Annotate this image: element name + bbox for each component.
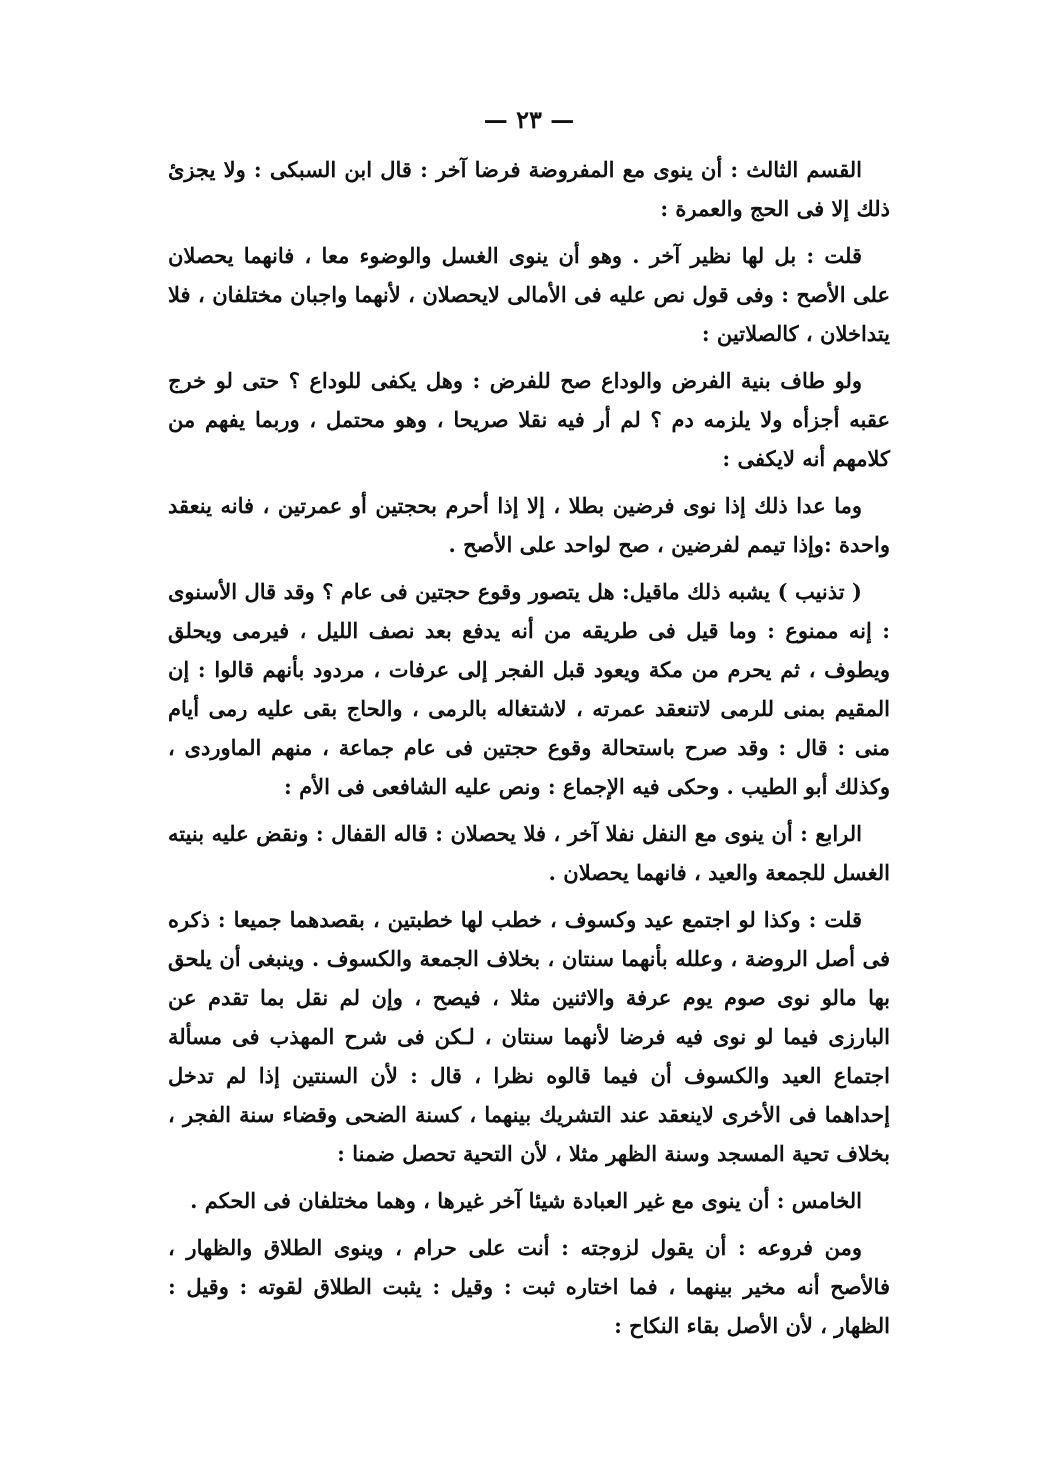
paragraph-tadhyib: ( تذنيب ) يشبه ذلك ماقيل: هل يتصور وقوع حجتين فى عام ؟ وقد قال الأسنوى : إنه ممنوع : وما قيل فى طريقه من أنه يدفع بعد نصف الليل ، فيرمى ويحلق ويطوف ، ثم يحرم من مكة ويعود قبل الفجر إلى عرفات ، مردود بأنهم قالوا : إن المقيم بمنى للرمى لاتنعقد عمرته ، لاشتغاله بالرمى ، والحاج بقى عليه رمى أيام منى : قال : وقد صرح باستحالة وقوع حجتين فى عام جماعة ، منهم الماوردى ، وكذلك أبو الطيب . وحكى فيه الإجماع : ونص عليه الشافعى فى الأم : <box>168 579 890 799</box>
paragraph-ghusl-wudu: قلت : بل لها نظير آخر . وهو أن ينوى الغسل والوضوء معا ، فانهما يحصلان على الأصح : وفى قول نص عليه فى الأمالى لايحصلان ، لأنهما واجبان مختلفان ، فلا يتداخلان ، كالصلاتين : <box>168 243 890 346</box>
paragraph-tawaf: ولو طاف بنية الفرض والوداع صح للفرض : وهل يكفى للوداع ؟ حتى لو خرج عقبه أجزأه ولا يلزمه دم ؟ لم أر فيه نقلا صريحا ، وهو محتمل ، وربما يفهم من كلامهم أنه لايكفى : <box>168 368 890 471</box>
paragraph-two-obligations: وما عدا ذلك إذا نوى فرضين بطلا ، إلا إذا أحرم بحجتين أو عمرتين ، فانه ينعقد واحدة :وإذا تيمم لفرضين ، صح لواحد على الأصح . <box>168 493 890 557</box>
paragraph-fifth-category: الخامس : أن ينوى مع غير العبادة شيئا آخر غيرها ، وهما مختلفان فى الحكم . <box>190 1188 862 1213</box>
paragraph-branches: ومن فروعه : أن يقول لزوجته : أنت على حرام ، وينوى الطلاق والظهار ، فالأصح أنه مخير بينهما ، فما اختاره ثبت : وقيل : يثبت الطلاق لقوته : وقيل : الظهار ، لأن الأصل بقاء النكاح : <box>168 1235 890 1338</box>
paragraph-third-category: القسم الثالث : أن ينوى مع المفروضة فرضا آخر : قال ابن السبكى : ولا يجزئ ذلك إلا فى الحج والعمرة : <box>168 157 890 221</box>
paragraph-eid-eclipse: قلت : وكذا لو اجتمع عيد وكسوف ، خطب لها خطبتين ، بقصدهما جميعا : ذكره فى أصل الروضة ، وعلله بأنهما سنتان ، بخلاف الجمعة والكسوف . وينبغى أن يلحق بها مالو نوى صوم يوم عرفة والاثنين مثلا ، فيصح ، وإن لم نقل بما تقدم عن البارزى فيما لو نوى فيه فرضا لأنهما سنتان ، لـكن فى شرح المهذب فى مسألة اجتماع العيد والكسوف أن فيما قالوه نظرا ، قال : لأن السنتين إذا لم تدخل إحداهما فى الأخرى لاينعقد عند التشريك بينهما ، كسنة الضحى وقضاء سنة الفجر ، بخلاف تحية المسجد وسنة الظهر مثلا ، لأن التحية تحصل ضمنا : <box>168 907 890 1166</box>
page-number: — ٢٣ — <box>483 105 575 134</box>
paragraph-fourth-category: الرابع : أن ينوى مع النفل نفلا آخر ، فلا يحصلان : قاله القفال : ونقض عليه بنيته الغسل للجمعة والعيد ، فانهما يحصلان . <box>168 821 890 885</box>
document-page <box>168 100 890 1440</box>
